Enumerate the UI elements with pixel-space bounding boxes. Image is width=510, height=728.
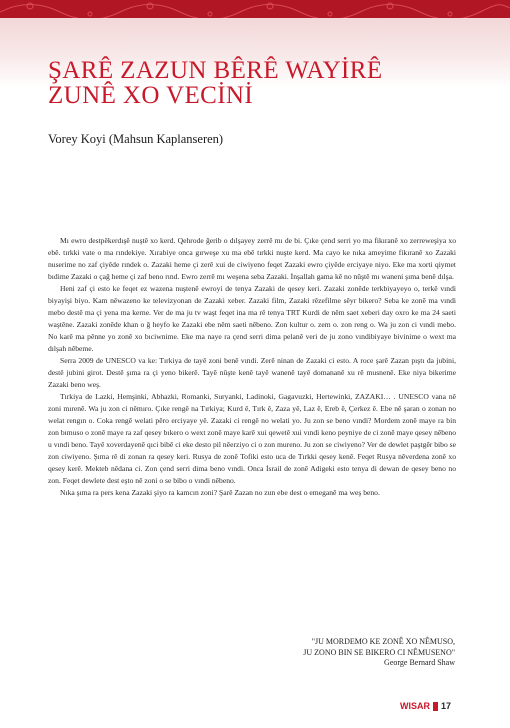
page-footer [400, 701, 451, 711]
magazine-name: WISAR [400, 701, 430, 711]
paragraph-4: Tırkiya de Lazki, Hemşinki, Abhazki, Romanki, Suryanki, Ladinoki, Gagavuzki, Hertewinki, ZAZAKI… . UNESCO vana nê zoni mırenê. Wa ju zon ci nêmıro. Çıke rengê na Tırkiya; Kurd ê, Tırk ê, Zaza yê, Laz ê, Ereb ê, Çerkez ê. Ebe nê şaran o zonan no welat rengın o. Coka rengê welati pêro erciyaye yê. Zazaki ci rengê no welati yo. Ju zon se beno vındi? Mordem zonê maye ra bin zon bımuso o zonê maye ra zaf qesey bıkero o wext zonê maye karê xui qewetê xui vındi keno peyniye de ci zonê maye qesey nêbeno u vındi beno. Tayê xoverdayenê qıci bibê ci eke desto pil nêerziyo ci o zon mureno. Ju zon se ciwiyeno? Ver de dewlet paştgêr bibo se zon ciwiyeno. Şıma rê di zonan ra qesey keri. Rusya de zonê Tofiki esto uca de Tırkki qesey kenê. Feqet Rusya nêverdena zonê xo qesey kerê. Mekteb nêdana ci. Zon çend serri dima beno vındi. Onca İsrail de zonê Adigeki esto tenya di dewan de qesey beno no zon. Feqet dewlete dest eşto nê zoni o se bibo o vındi nêbeno. [48, 392, 456, 485]
footer-square-icon [433, 702, 438, 711]
ornament-pattern [0, 0, 510, 18]
article-author: Vorey Koyi (Mahsun Kaplanseren) [48, 132, 224, 146]
pull-quote [250, 637, 455, 669]
quote-line-1: "JU MORDEMO KE ZONÊ XO NÊMUSO, [311, 637, 455, 646]
paragraph-1: Mı ewro destpêkerdışê nuştê xo kerd. Qehrode ğerib o dılşayey zerrê mı de bi. Çıke çend serri yo ma fikıranê xo zerreweşiya xo ebê. tırkki vate o ma rındekiye. Xırabiye onca gırweşe xu ma ebê tırkki nuşte kerd. Ma cayo ke nıka ameyime fikıranê xo Zazaki nuserime no zaf çiyêde rındek o. Zazaki heme çi zerê xui de ciwiyeno feqet Zazaki ewro çiyêde erciyaye niyo. Eke ma xorti qiymet bıdime Zazaki o çağ heme çi zaf beno rınd. Ewro zerrê mı weşena seba Zazaki. İnşallah gama kê no nûştê mı waneni şıma benê dılşa. [48, 236, 456, 281]
page-number: 17 [441, 701, 452, 711]
title-line-2: ZUNÊ XO VECİNİ [48, 82, 254, 109]
paragraph-2: Heni zaf çi esto ke feqet ez wazena nuştenê ewroyi de tenya Zazaki de qesey keri. Zazaki zonêde terkbiyayeyo o, terkê vındi biyayişi biyo. Kam nêwazeno ke televizyonan de Zazaki xeber. Zazaki film, Zazaki rêzefilme sêyr bikero? Seba ke zonê ma vındi mebo destê ma çi yena ma kerne. Ver de ma ju tv waşt feqet ina ma rê tenya TRT Kurdi de nêm saet xeberi day oxro ke ma 24 saeti waştêne. Zazaki zonêde khan o ğ heyfo ke Zazaki ebe nêm saeti nêbeno. Zon kultur o. zem o. zon reng o. Wa ju zon ci vındi mebo. No karê ma pênne yo zonê xo bıciwnime. Eke ma naye ra çend serri dima pelanê veri de ju zono vındibiyaye bivinime o wext ma dılşah nêbeme. [48, 284, 456, 353]
paragraph-5: Nıka şıma ra pers kena Zazaki şiyo ra kamcın zoni? Şarê Zazan no zun ebe dest o emeganê ma weş beno. [60, 488, 380, 497]
article-body [48, 235, 456, 499]
paragraph-3: Serra 2009 de UNESCO va ke: Tırkiya de tayê zoni benê vındi. Zerê ninan de Zazaki ci esto. A roce şarê Zazan pıştı da jubini, destê jubini girot. Destê şıma ra çi yeno bikerê. Tayê nûşte kenê tayê wanenê tayê domananê xu rê musnenê. Eke niya bikerime Zazaki beno weş. [48, 356, 456, 389]
quote-author: George Bernard Shaw [384, 658, 455, 667]
title-line-1: ŞARÊ ZAZUN BÊRÊ WAYİRÊ [48, 57, 383, 84]
article-title [48, 58, 383, 108]
header-banner [0, 0, 510, 18]
quote-line-2: JU ZONO BIN SE BIKERO CI NÊMUSENO" [303, 647, 455, 657]
